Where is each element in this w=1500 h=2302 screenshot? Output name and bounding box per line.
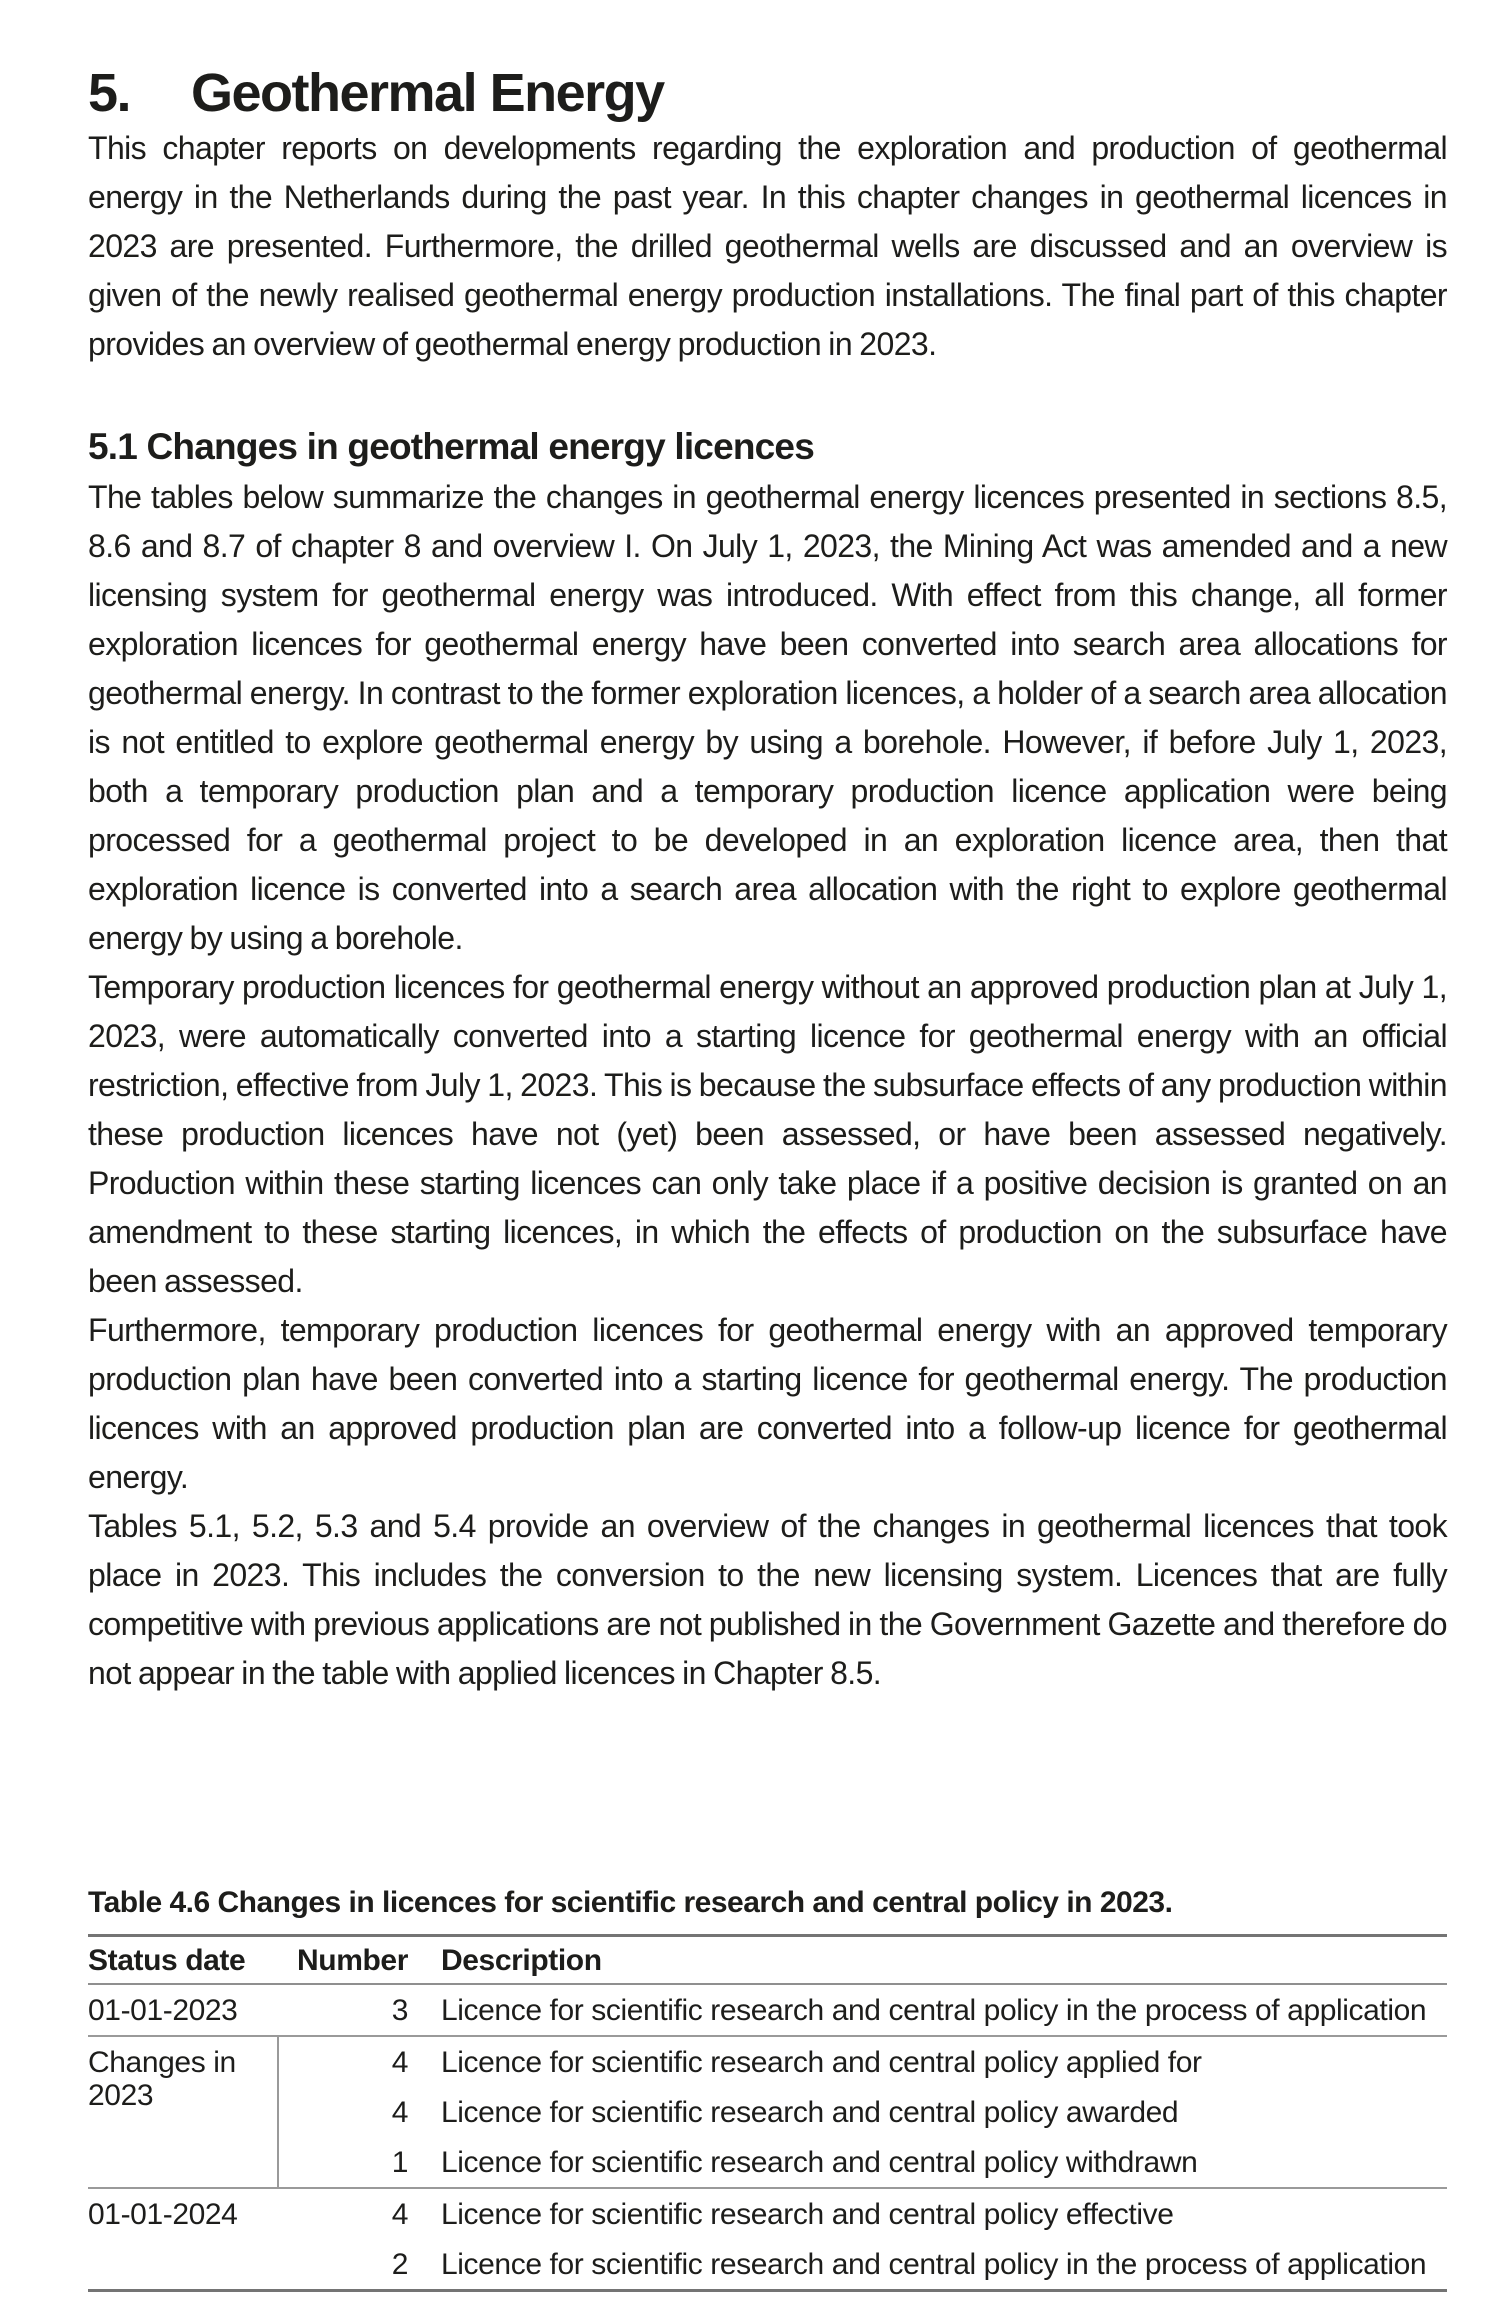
description-cell: Licence for scientific research and central policy in the process of application xyxy=(441,1994,1427,2027)
description-cell: Licence for scientific research and central policy awarded xyxy=(441,2096,1179,2129)
table-row xyxy=(88,2036,1447,2087)
status-date-cell: 01-01-2023 xyxy=(88,1994,238,2027)
chapter-heading xyxy=(88,62,1447,124)
table-header-row xyxy=(88,1936,1447,1985)
table-row xyxy=(88,2188,1447,2239)
paragraph-tables-overview: Tables 5.1, 5.2, 5.3 and 5.4 provide an overview of the changes in geothermal licences that took place in 2023. This includes the conversion to the new licensing system. Licences that are fully competitive with previous applications are not published in the Government Gazette and therefore do not appear in the table with applied licences in Chapter 8.5. xyxy=(88,1508,1447,1691)
description-cell: Licence for scientific research and central policy withdrawn xyxy=(441,2146,1198,2179)
licence-table xyxy=(88,1934,1447,2292)
number-cell: 4 xyxy=(391,2096,408,2129)
table-row xyxy=(88,2239,1447,2291)
number-cell: 1 xyxy=(391,2146,408,2179)
paragraph-licence-changes: The tables below summarize the changes in geothermal energy licences presented in sections 8.5, 8.6 and 8.7 of chapter 8 and overview I. On July 1, 2023, the Mining Act was amended and a new licensing system for geothermal energy was introduced. With effect from this change, all former exploration licences for geothermal energy have been converted into search area allocations for geothermal energy. In contrast to the former exploration licences, a holder of a search area allocation is not entitled to explore geothermal energy by using a borehole. However, if before July 1, 2023, both a temporary production plan and a temporary production licence application were being processed for a geothermal project to be developed in an exploration licence area, then that exploration licence is converted into a search area allocation with the right to explore geothermal energy by using a borehole. xyxy=(88,479,1447,956)
table-row xyxy=(88,2087,1447,2137)
table-row xyxy=(88,2137,1447,2188)
column-header-status-date: Status date xyxy=(88,1944,246,1977)
chapter-title: Geothermal Energy xyxy=(191,63,664,123)
description-cell: Licence for scientific research and central policy in the process of application xyxy=(441,2248,1427,2281)
status-date-cell: Changes in 2023 xyxy=(88,2036,278,2188)
column-header-description: Description xyxy=(441,1944,602,1977)
number-cell: 3 xyxy=(391,1994,408,2027)
table-block xyxy=(88,1885,1447,2292)
paragraph-intro: This chapter reports on developments regarding the exploration and production of geothermal energy in the Netherlands during the past year. In this chapter changes in geothermal licences in 2023 are presented. Furthermore, the drilled geothermal wells are discussed and an overview is given of the newly realised geothermal energy production installations. The final part of this chapter provides an overview of geothermal energy production in 2023. xyxy=(88,130,1447,362)
table-group-2023-start xyxy=(88,1984,1447,2036)
table-group-changes xyxy=(88,2036,1447,2188)
status-date-cell: 01-01-2024 xyxy=(88,2198,238,2231)
number-cell: 4 xyxy=(391,2046,408,2079)
description-cell: Licence for scientific research and central policy applied for xyxy=(441,2046,1202,2079)
number-cell: 2 xyxy=(391,2248,408,2281)
section-heading: 5.1 Changes in geothermal energy licences xyxy=(88,426,814,467)
table-title: Table 4.6 Changes in licences for scientific research and central policy in 2023. xyxy=(88,1886,1173,1919)
column-header-number: Number xyxy=(297,1944,408,1977)
paragraph-furthermore: Furthermore, temporary production licences for geothermal energy with an approved temporary production plan have been converted into a starting licence for geothermal energy. The production licences with an approved production plan are converted into a follow-up licence for geothermal energy. xyxy=(88,1312,1447,1495)
chapter-number: 5. xyxy=(88,63,131,123)
table-header xyxy=(88,1936,1447,1985)
paragraph-temporary-licences: Temporary production licences for geothermal energy without an approved production plan at July 1, 2023, were automatically converted into a starting licence for geothermal energy with an official restriction, effective from July 1, 2023. This is because the subsurface effects of any production within these production licences have not (yet) been assessed, or have been assessed negatively. Production within these starting licences can only take place if a positive decision is granted on an amendment to these starting licences, in which the effects of production on the subsurface have been assessed. xyxy=(88,969,1447,1299)
number-cell: 4 xyxy=(391,2198,408,2231)
description-cell: Licence for scientific research and central policy effective xyxy=(441,2198,1174,2231)
table-group-2024-start xyxy=(88,2188,1447,2291)
table-row xyxy=(88,1984,1447,2036)
